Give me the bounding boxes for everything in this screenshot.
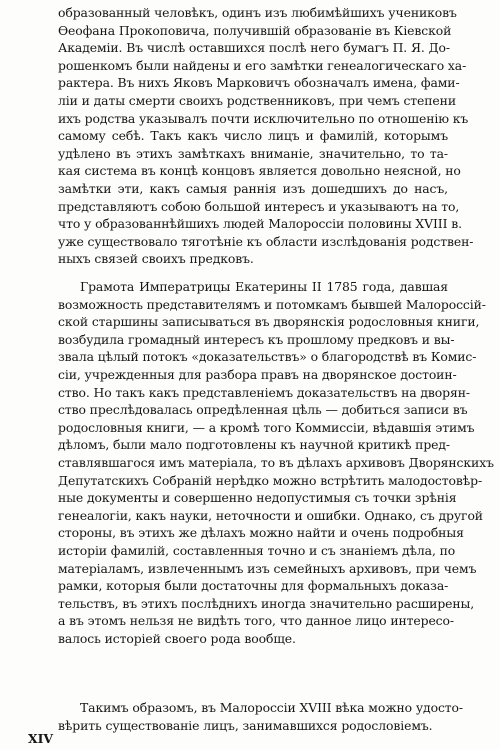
text-line: самому себѣ. Такъ какъ число лицъ и фамилій, которымъ — [58, 128, 448, 144]
paragraph-2 — [58, 278, 494, 647]
text-line: матеріаламъ, извлеченнымъ изъ семейныхъ архивовъ, при чемъ — [58, 560, 477, 576]
text-line: представляютъ собою большой интересъ и указываютъ на то, — [58, 198, 460, 214]
text-line: исторіи фамилій, составленныя точно и съ знаніемъ дѣла, по — [58, 542, 456, 558]
text-line: ство. Но такъ какъ представленіемъ доказательствъ на дворян- — [58, 384, 470, 400]
text-line: генеалогіи, какъ науки, неточности и ошибки. Однако, съ другой — [58, 507, 483, 523]
text-line: рамки, которыя были достаточны для формальныхъ доказа- — [58, 578, 449, 594]
text-line: образованный человѣкъ, одинъ изъ любимѣйшихъ учениковъ — [58, 5, 457, 20]
paragraph-1 — [58, 4, 474, 268]
text-line: возможность представителямъ и потомкамъ бывшей Малороссій- — [58, 296, 486, 312]
text-line: что у образованнѣйшихъ людей Малороссіи половины XVIII в. — [58, 216, 462, 232]
text-line: ской старшины записываться въ дворянскія родословныя книги, — [58, 314, 480, 330]
paragraph-3 — [58, 699, 463, 734]
text-line: замѣтки эти, какъ самыя раннія изъ дошедшихъ до насъ, — [58, 180, 448, 196]
text-line: ихъ родства указывалъ почти исключительно по отношенію къ — [58, 110, 469, 126]
text-line: стороны, въ этихъ же дѣлахъ можно найти и очень подробныя — [58, 525, 464, 541]
text-line: Ѳеофана Прокоповича, получившій образованіе въ Кіевской — [58, 22, 452, 38]
text-line: вѣрить существованіе лицъ, занимавшихся родословіемъ. — [58, 717, 433, 733]
text-line: Депутатскихъ Собраній нерѣдко можно встрѣтить малодостовѣр- — [58, 472, 483, 488]
text-line: кая система въ концѣ концовъ является довольно неясной, но — [58, 163, 461, 179]
text-line: а въ этомъ нельзя не видѣть того, что данное лицо интересо- — [58, 613, 454, 629]
text-line: рактера. Въ нихъ Яковъ Марковичъ обозначалъ имена, фами- — [58, 75, 460, 91]
text-line: Академіи. Въ числѣ оставшихся послѣ него бумагъ П. Я. До- — [58, 40, 450, 56]
text-line: ныхъ связей своихъ предковъ. — [58, 251, 254, 267]
text-line: Грамота Императрицы Екатерины II 1785 года, давшая — [80, 279, 448, 294]
text-line: удѣлено въ этихъ замѣткахъ вниманіе, значительно, то та- — [58, 145, 448, 161]
text-line: дѣломъ, были мало подготовлены къ научной критикѣ пред- — [58, 437, 451, 453]
text-line: сіи, учрежденныя для разбора правъ на дворянское достоин- — [58, 366, 457, 382]
text-line: Такимъ образомъ, въ Малороссіи XVIII вѣка можно удосто- — [80, 700, 463, 715]
text-line: валось исторіей своего рода вообще. — [58, 630, 296, 646]
text-line: возбудила громадный интересъ къ прошлому предковъ и вы- — [58, 331, 455, 347]
text-line: ставлявшагося имъ матеріала, то въ дѣлахъ архивовъ Дворянскихъ — [58, 454, 494, 470]
text-line: ные документы и совершенно недопустимыя съ точки зрѣнія — [58, 490, 457, 506]
text-line: рошенкомъ были найдены и его замѣтки генеалогическаго ха- — [58, 57, 467, 73]
text-line: ліи и даты смерти своихъ родственниковъ, при чемъ степени — [58, 92, 456, 108]
text-line: уже существовало тяготѣніе къ области изслѣдованія родствен- — [58, 233, 474, 249]
text-line: тельствъ, въ этихъ послѣднихъ иногда значительно расширены, — [58, 595, 475, 611]
text-line: родословныя книги, — а кромѣ того Коммиссіи, вѣдавшія этимъ — [58, 419, 475, 435]
text-line: звала цѣлый потокъ «доказательствъ» о благородствѣ въ Комис- — [58, 349, 477, 365]
page-number: XIV — [28, 731, 54, 746]
text-line: ство преслѣдовалась опредѣленная цѣль — добиться записи въ — [58, 402, 468, 418]
